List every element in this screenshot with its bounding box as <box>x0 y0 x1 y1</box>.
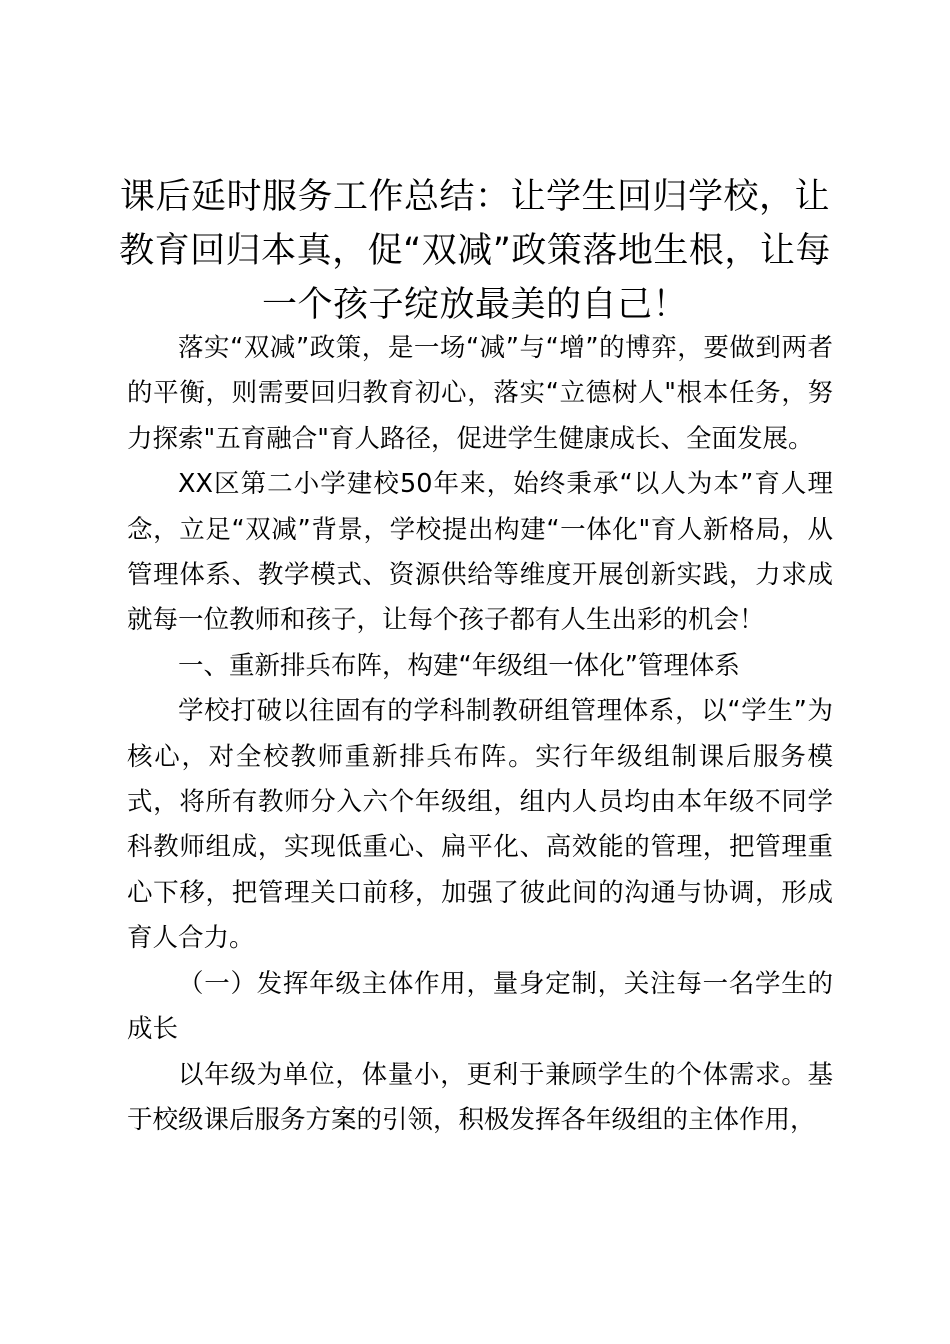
subsection-heading-1: （一）发挥年级主体作用，量身定制，关注每一名学生的成长 <box>127 968 833 1045</box>
paragraph-school-background: XX区第二小学建校50年来，始终秉承“以人为本”育人理念，立足“双减”背景，学校提出构建“一体化"育人新格局，从管理体系、教学模式、资源供给等维度开展创新实践，力求成就每一位教师和孩子，让每个孩子都有人生出彩的机会！ <box>127 469 833 636</box>
paragraph-grade-unit: 以年级为单位，体量小，更利于兼顾学生的个体需求。基于校级课后服务方案的引领，积极发挥各年级组的主体作用， <box>127 1059 833 1135</box>
paragraph-management-system: 学校打破以往固有的学科制教研组管理体系，以“学生”为核心，对全校教师重新排兵布阵。实行年级组制课后服务模式，将所有教师分入六个年级组，组内人员均由本年级不同学科教师组成，实现低重心、扁平化、高效能的管理，把管理重心下移，把管理关口前移，加强了彼此间的沟通与协调，形成育人合力。 <box>127 696 833 954</box>
section-heading-1: 一、重新排兵布阵，构建“年级组一体化”管理体系 <box>178 650 740 681</box>
document-body <box>127 326 833 1143</box>
paragraph-intro: 落实“双减”政策，是一场“减”与“增”的博弈，要做到两者的平衡，则需要回归教育初心，落实“立德树人"根本任务，努力探索"五育融合"育人路径，促进学生健康成长、全面发展。 <box>127 333 833 454</box>
document-title: 课后延时服务工作总结：让学生回归学校，让教育回归本真，促“双减”政策落地生根，让每一个孩子绽放最美的自己！ <box>119 177 831 325</box>
